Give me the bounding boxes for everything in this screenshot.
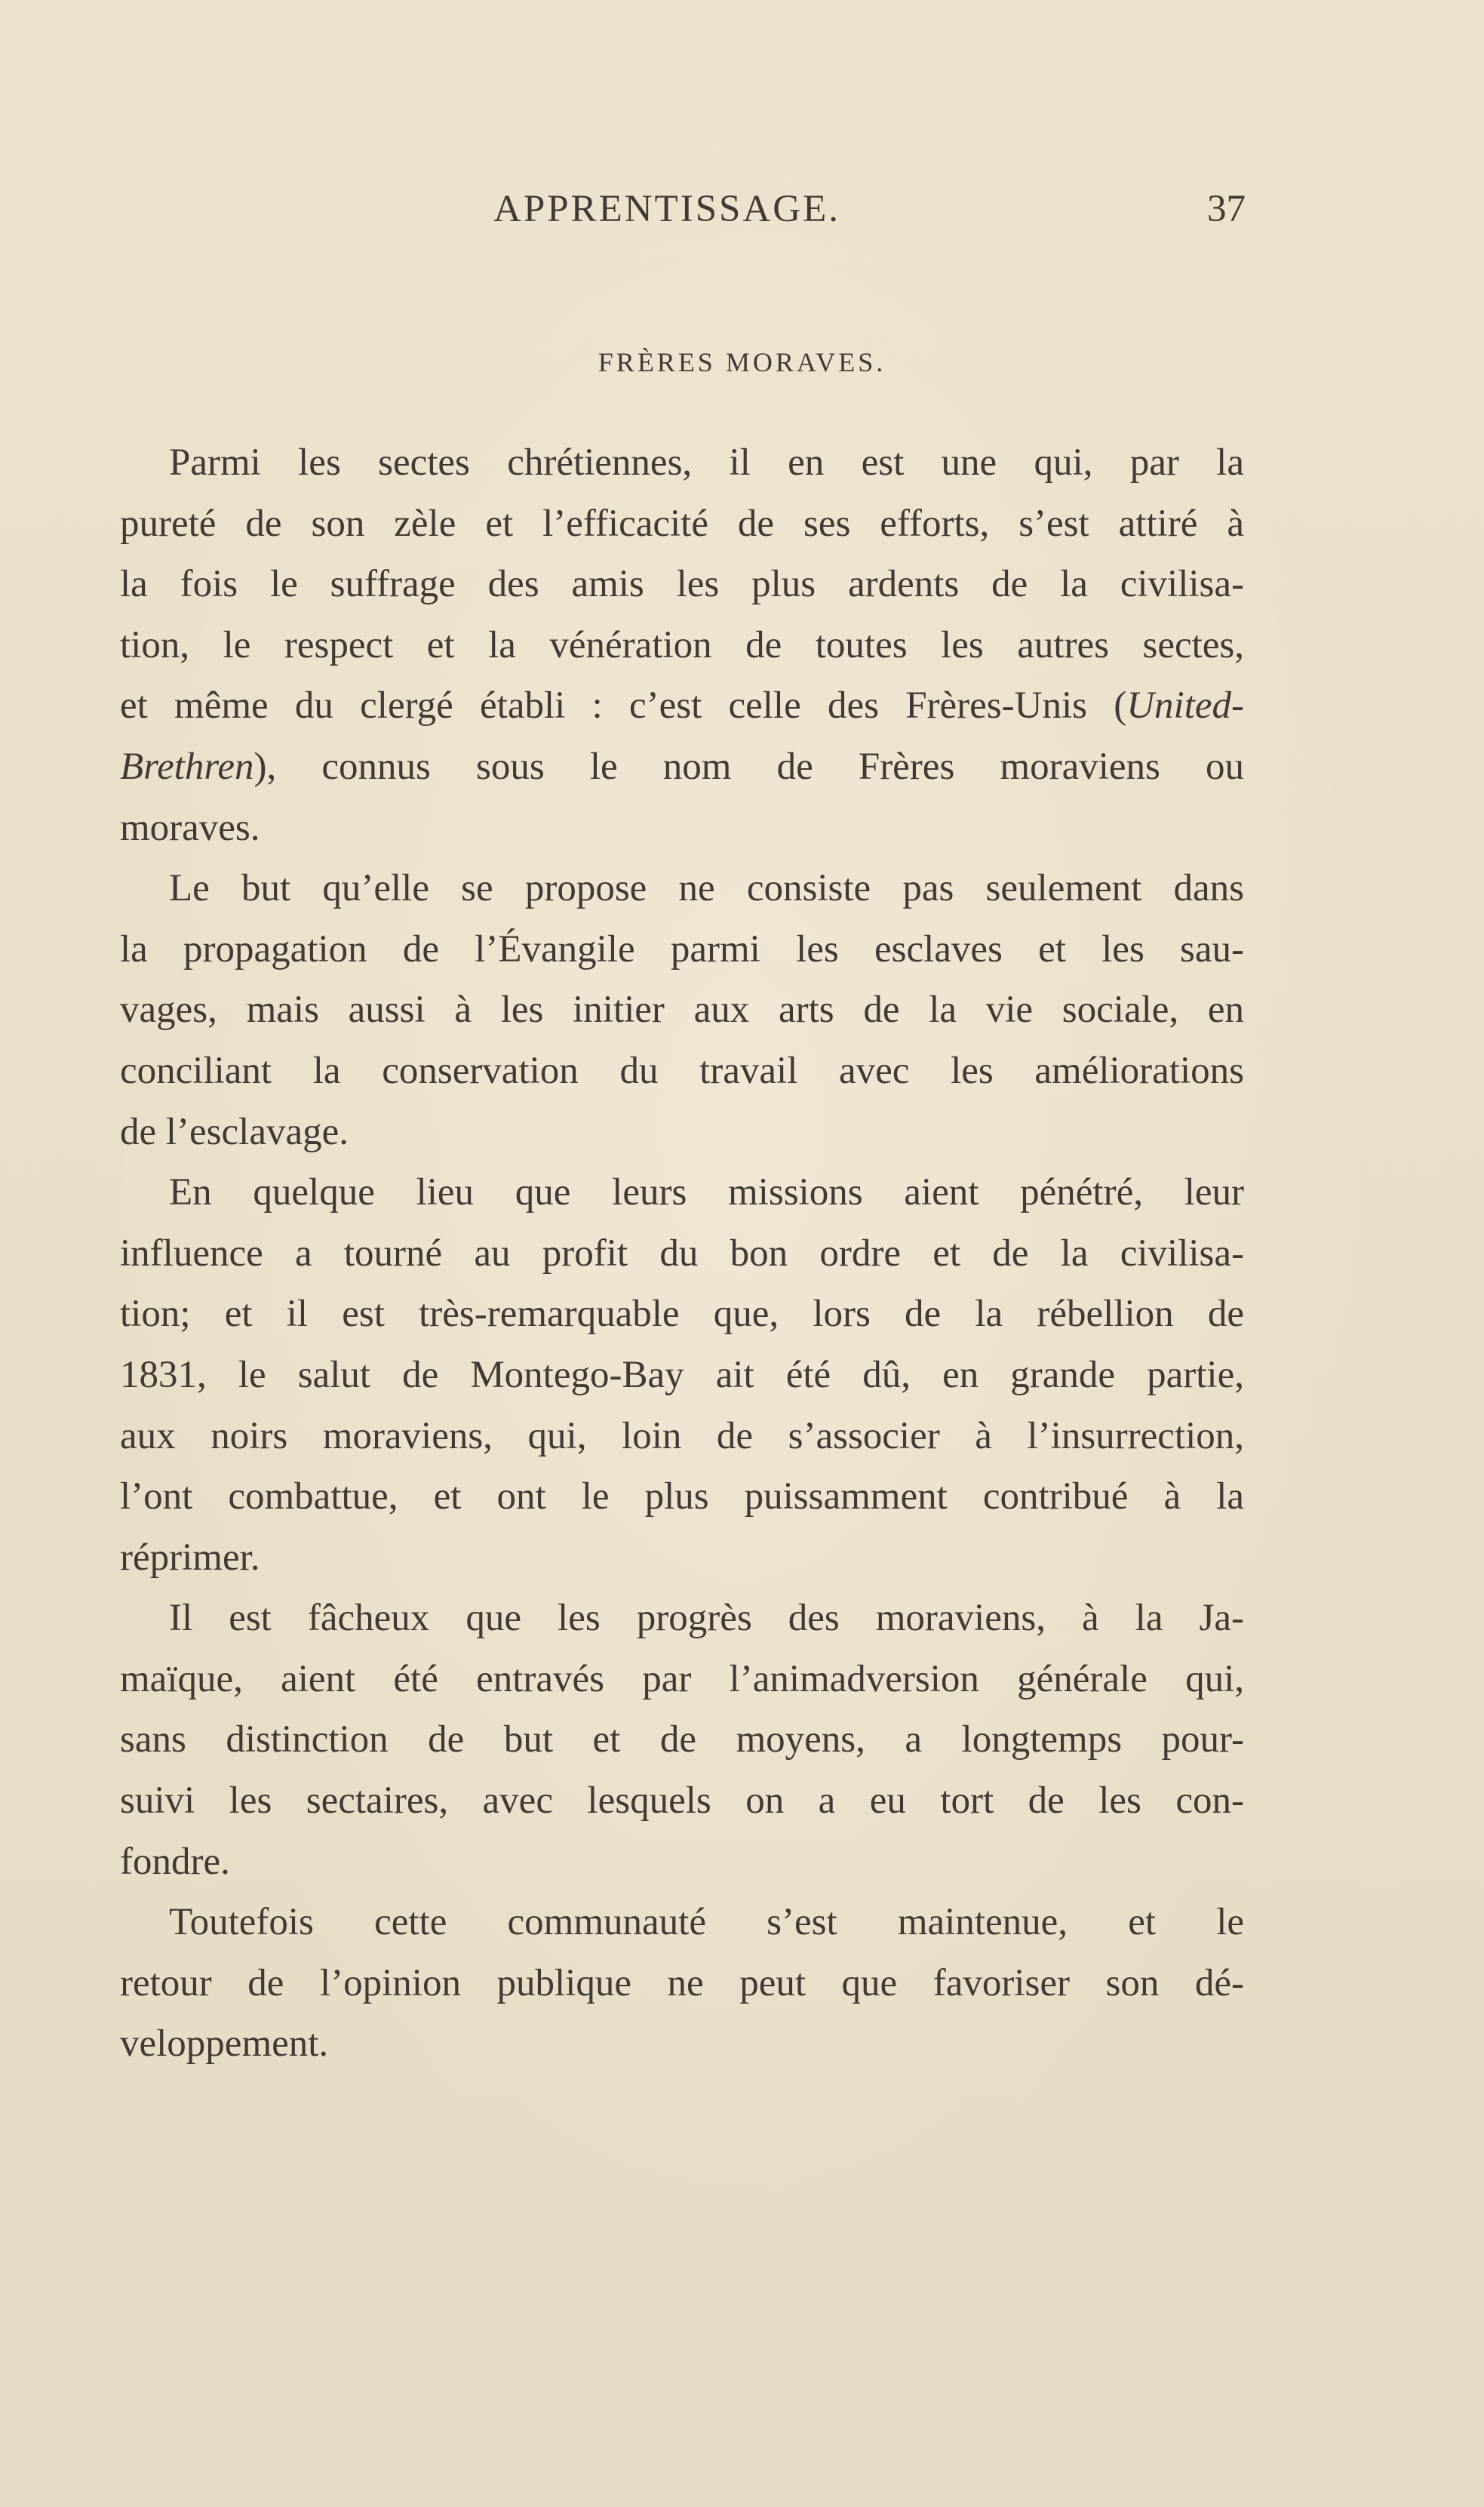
text-line: 1831, le salut de Montego-Bay ait été dû, en grande partie,	[120, 1353, 1244, 1396]
paragraph-1	[120, 432, 1244, 858]
text-line: retour de l’opinion publique ne peut que favoriser son dé-	[120, 1961, 1244, 2004]
paragraph-2	[120, 858, 1244, 1162]
text-segment: ), connus sous le nom de Frères moraviens ou	[253, 745, 1244, 788]
section-title: FRÈRES MORAVES.	[598, 347, 886, 377]
text-line: influence a tourné au profit du bon ordre et de la civilisa-	[120, 1232, 1244, 1275]
paragraph-4	[120, 1588, 1244, 1892]
body-text	[120, 432, 1244, 2075]
text-line: Parmi les sectes chrétiennes, il en est une qui, par la	[169, 441, 1244, 484]
text-line: Le but qu’elle se propose ne consiste pas seulement dans	[169, 867, 1244, 910]
paragraph-5	[120, 1892, 1244, 2075]
text-line	[120, 675, 1244, 737]
text-line: conciliant la conservation du travail avec les améliorations	[120, 1049, 1244, 1092]
text-line: l’ont combattue, et ont le plus puissamment contribué à la	[120, 1475, 1244, 1518]
text-line	[120, 737, 1244, 798]
italic-term: United-	[1126, 684, 1244, 727]
running-title: APPRENTISSAGE.	[493, 188, 840, 230]
text-line: Toutefois cette communauté s’est maintenue, et le	[169, 1901, 1244, 1944]
text-line: la propagation de l’Évangile parmi les esclaves et les sau-	[120, 927, 1244, 971]
text-line: aux noirs moraviens, qui, loin de s’associer à l’insurrection,	[120, 1414, 1244, 1457]
text-line: moraves.	[120, 806, 260, 849]
text-line: réprimer.	[120, 1536, 260, 1579]
text-line: En quelque lieu que leurs missions aient pénétré, leur	[169, 1171, 1244, 1214]
page-number: 37	[1207, 188, 1246, 230]
paragraph-3	[120, 1162, 1244, 1588]
text-line: suivi les sectaires, avec lesquels on a eu tort de les con-	[120, 1780, 1244, 1823]
text-line: la fois le suffrage des amis les plus ardents de la civilisa-	[120, 563, 1244, 606]
text-line: sans distinction de but et de moyens, a longtemps pour-	[120, 1718, 1244, 1761]
text-line: maïque, aient été entravés par l’animadversion générale qui,	[120, 1657, 1244, 1700]
text-line: tion, le respect et la vénération de toutes les autres sectes,	[120, 623, 1244, 666]
text-line: pureté de son zèle et l’efficacité de ses efforts, s’est attiré à	[120, 502, 1244, 545]
running-head	[0, 175, 1484, 243]
text-segment: et même du clergé établi : c’est celle des Frères-Unis (	[120, 684, 1127, 727]
text-line: fondre.	[120, 1840, 230, 1883]
text-line: de l’esclavage.	[120, 1110, 349, 1153]
text-line: veloppement.	[120, 2023, 329, 2066]
text-line: tion; et il est très-remarquable que, lors de la rébellion de	[120, 1293, 1244, 1336]
text-line: Il est fâcheux que les progrès des moraviens, à la Ja-	[169, 1597, 1244, 1640]
italic-term: Brethren	[120, 745, 254, 788]
text-line: vages, mais aussi à les initier aux arts de la vie sociale, en	[120, 989, 1244, 1032]
